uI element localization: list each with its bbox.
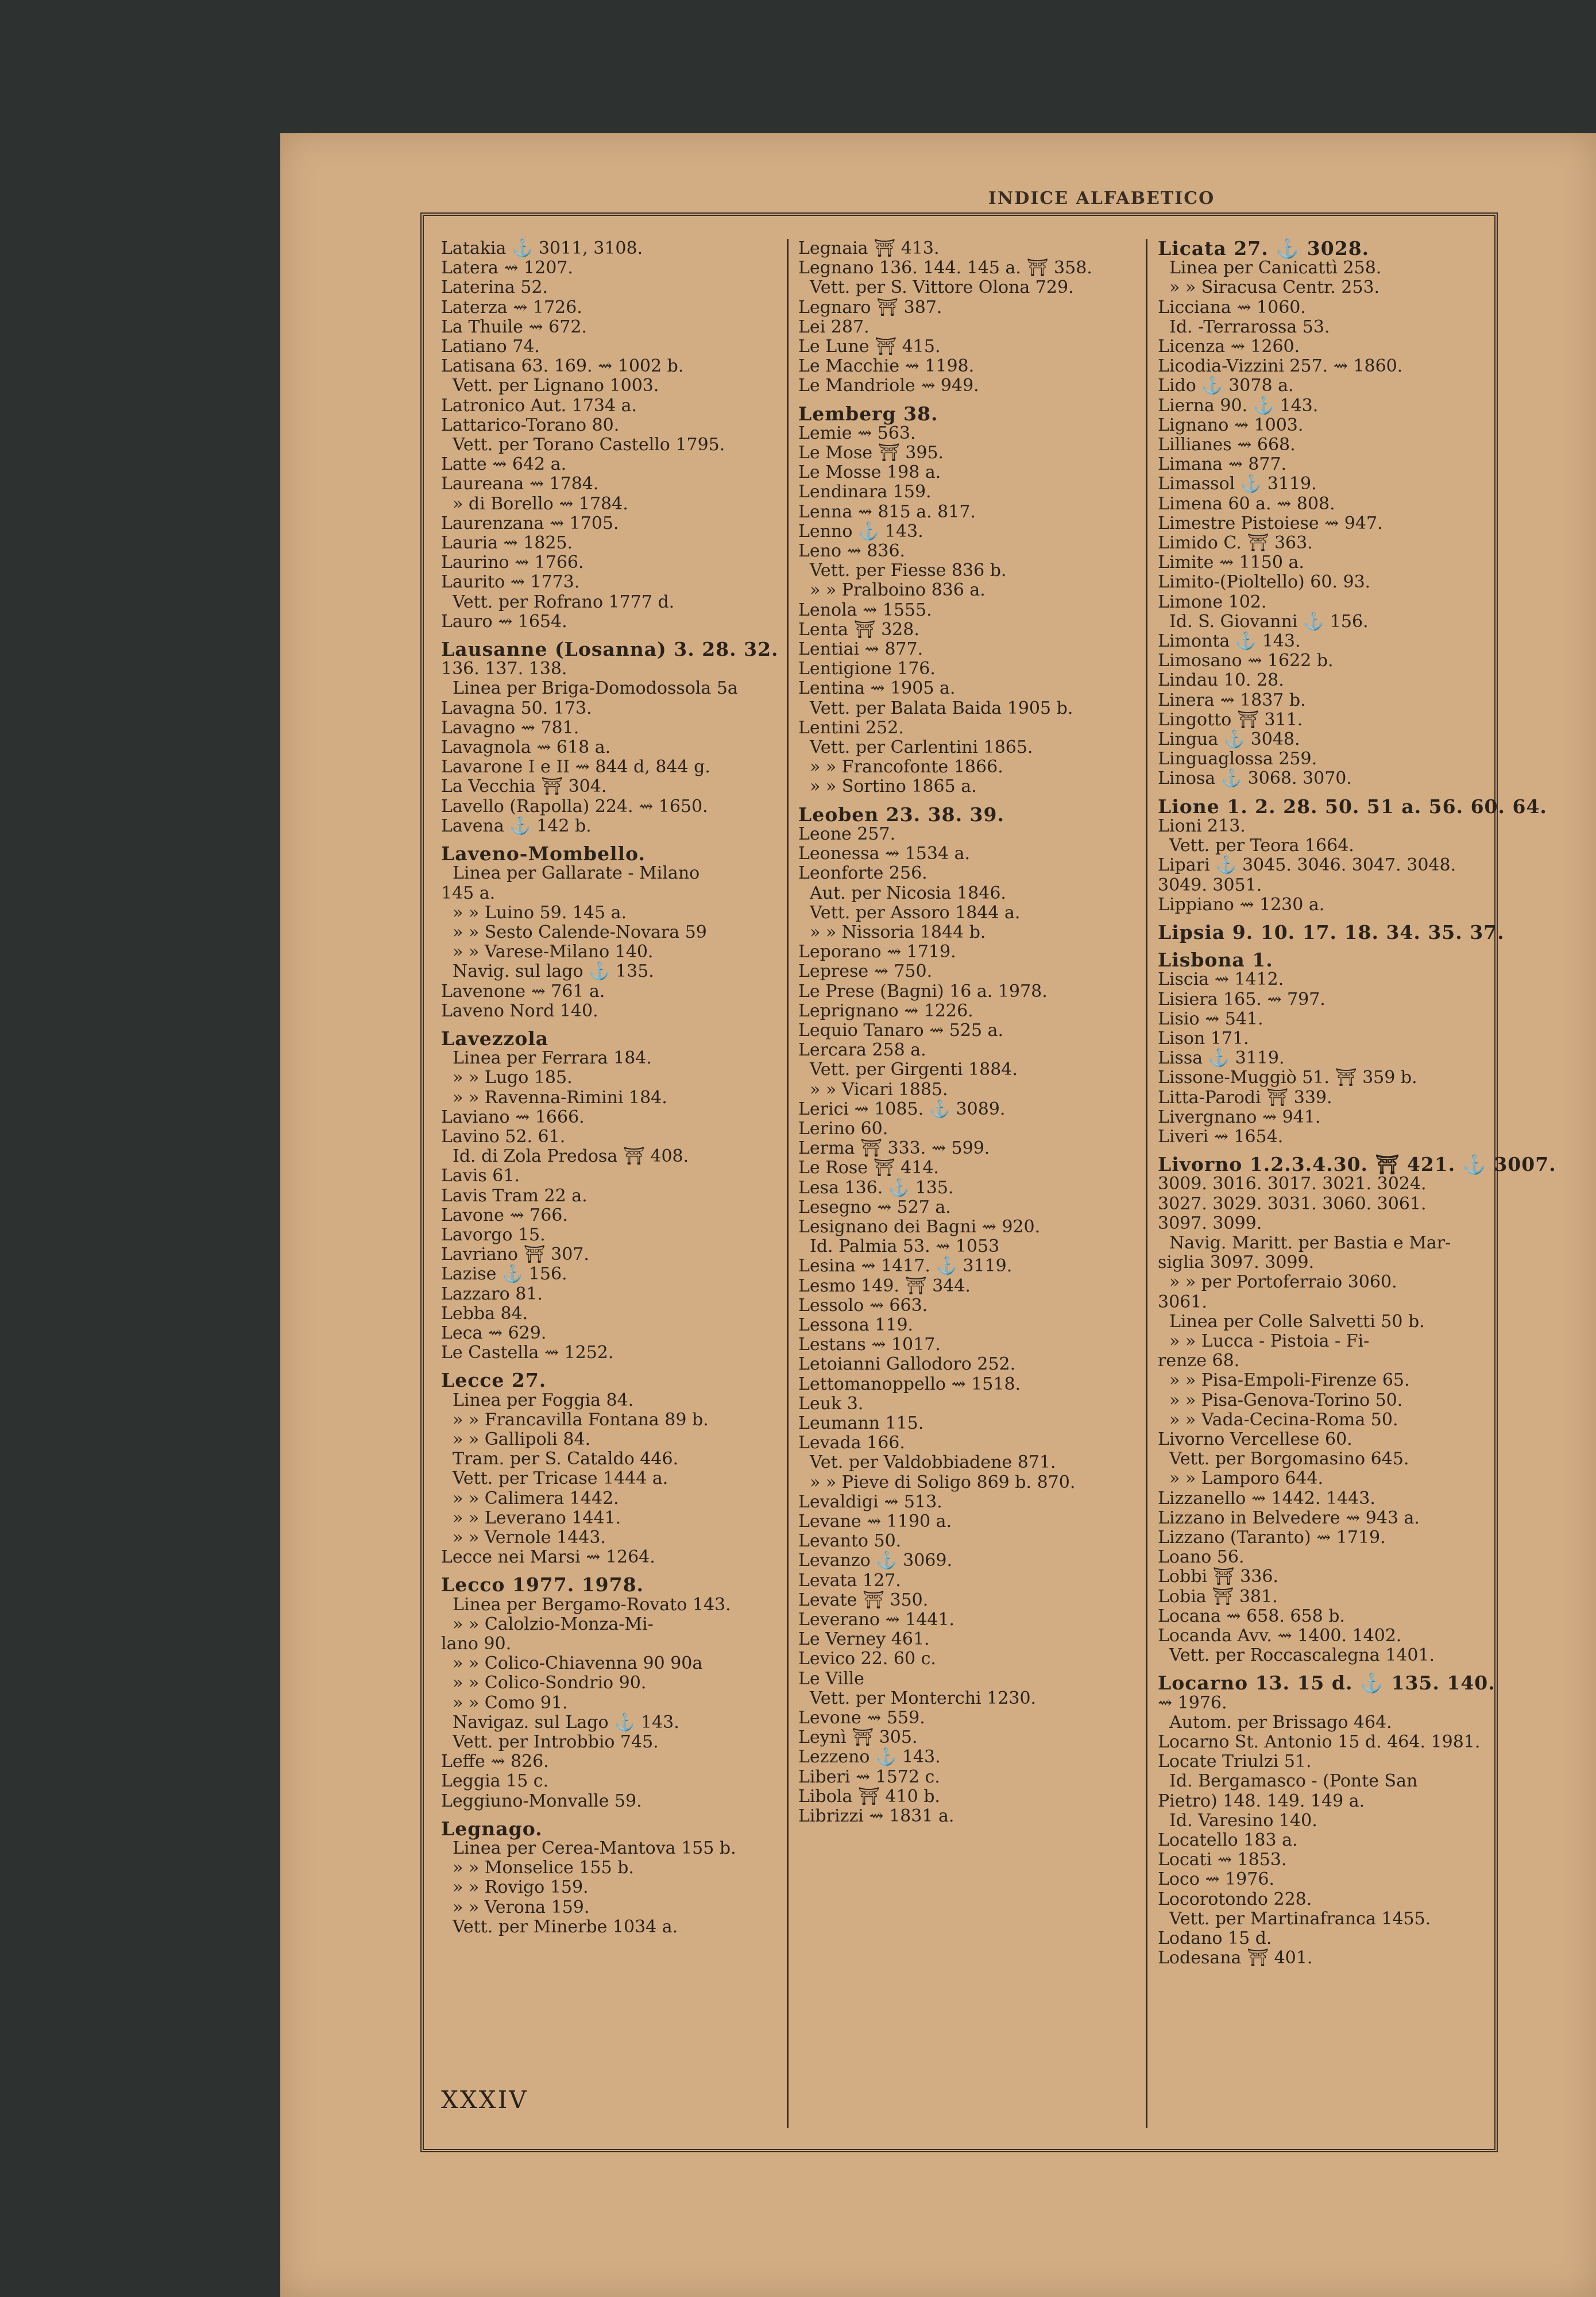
index-entry: Limido C. ⛩ 363. bbox=[1158, 533, 1313, 554]
index-entry: Locarno 13. 15 d. ⚓ 135. 140. bbox=[1158, 1672, 1495, 1695]
index-entry: Latisana 63. 169. ⇝ 1002 b. bbox=[441, 356, 684, 377]
index-entry: » » Vada-Cecina-Roma 50. bbox=[1169, 1409, 1398, 1430]
index-entry: Autom. per Brissago 464. bbox=[1169, 1712, 1392, 1733]
index-entry: Limestre Pistoiese ⇝ 947. bbox=[1158, 513, 1383, 533]
index-column-1 bbox=[441, 239, 780, 2134]
index-entry: » » Francofonte 1866. bbox=[810, 757, 1003, 778]
index-entry: » » Lugo 185. bbox=[453, 1068, 573, 1088]
index-column-3 bbox=[1158, 237, 1556, 2134]
index-entry: Lercara 258 a. bbox=[798, 1040, 926, 1061]
index-entry: 136. 137. 138. bbox=[441, 659, 567, 679]
index-entry: Lavorgo 15. bbox=[441, 1224, 546, 1245]
index-entry: Le Macchie ⇝ 1198. bbox=[798, 356, 975, 377]
index-entry: 3097. 3099. bbox=[1158, 1213, 1262, 1233]
index-entry: Lezzeno ⚓ 143. bbox=[798, 1747, 941, 1768]
index-entry: 145 a. bbox=[441, 883, 496, 903]
index-entry: Limito-(Pioltello) 60. 93. bbox=[1158, 572, 1371, 593]
index-entry: Lindau 10. 28. bbox=[1158, 670, 1284, 691]
index-entry: Lodesana ⛩ 401. bbox=[1158, 1948, 1313, 1969]
page-number: XXXIV bbox=[441, 2086, 528, 2114]
index-entry: » » Pisa-Genova-Torino 50. bbox=[1169, 1390, 1403, 1410]
index-entry: Vet. per Valdobbiadene 871. bbox=[810, 1452, 1056, 1473]
index-entry: Levate ⛩ 350. bbox=[798, 1590, 929, 1610]
index-entry: Le Ville bbox=[798, 1668, 864, 1689]
index-entry: Leoben 23. 38. 39. bbox=[798, 803, 1004, 826]
index-entry: Lissone-Muggiò 51. ⛩ 359 b. bbox=[1158, 1068, 1417, 1088]
index-entry: Levaldigi ⇝ 513. bbox=[798, 1491, 942, 1512]
index-entry: Linguaglossa 259. bbox=[1158, 749, 1317, 769]
index-entry: Vett. per Lignano 1003. bbox=[453, 376, 659, 396]
index-entry: » » Colico-Sondrio 90. bbox=[453, 1673, 647, 1693]
index-entry: Lentigione 176. bbox=[798, 659, 936, 679]
index-entry: Limone 102. bbox=[1158, 591, 1267, 612]
index-entry: Lemie ⇝ 563. bbox=[798, 423, 916, 443]
index-entry: Id. Palmia 53. ⇝ 1053 bbox=[810, 1236, 1000, 1257]
index-entry: Le Mose ⛩ 395. bbox=[798, 443, 944, 463]
index-entry: » » Calolzio-Monza-Mi- bbox=[453, 1614, 654, 1634]
index-entry: Loco ⇝ 1976. bbox=[1158, 1869, 1274, 1890]
index-entry: » » Verona 159. bbox=[453, 1897, 590, 1917]
index-entry: Tram. per S. Cataldo 446. bbox=[453, 1449, 679, 1470]
index-entry: Loano 56. bbox=[1158, 1547, 1245, 1568]
index-entry: Lebba 84. bbox=[441, 1303, 528, 1324]
index-entry: Liberi ⇝ 1572 c. bbox=[798, 1766, 940, 1787]
index-entry: » » Monselice 155 b. bbox=[453, 1858, 634, 1878]
index-entry: Vett. per Torano Castello 1795. bbox=[453, 435, 725, 455]
index-entry: Latronico Aut. 1734 a. bbox=[441, 395, 637, 416]
index-entry: Locanda Avv. ⇝ 1400. 1402. bbox=[1158, 1626, 1402, 1646]
index-entry: Lavino 52. 61. bbox=[441, 1126, 566, 1147]
index-entry: Lentina ⇝ 1905 a. bbox=[798, 678, 956, 699]
index-entry: Lioni 213. bbox=[1158, 815, 1246, 836]
index-entry: » » Vernole 1443. bbox=[453, 1528, 606, 1548]
index-entry: Laveno-Mombello. bbox=[441, 842, 646, 865]
index-entry: Lignano ⇝ 1003. bbox=[1158, 415, 1304, 435]
index-entry: Legnago. bbox=[441, 1817, 543, 1840]
index-entry: Id. S. Giovanni ⚓ 156. bbox=[1169, 611, 1369, 632]
index-entry: Lessolo ⇝ 663. bbox=[798, 1295, 928, 1316]
index-entry: Latera ⇝ 1207. bbox=[441, 258, 573, 279]
index-entry: Linea per Gallarate - Milano bbox=[453, 863, 700, 884]
index-entry: Legnano 136. 144. 145 a. ⛩ 358. bbox=[798, 258, 1092, 279]
index-entry: » » Leverano 1441. bbox=[453, 1507, 621, 1528]
index-entry: Lecce 27. bbox=[441, 1369, 547, 1392]
index-entry: Licenza ⇝ 1260. bbox=[1158, 337, 1300, 357]
index-entry: Locorotondo 228. bbox=[1158, 1889, 1312, 1909]
index-entry: Lecce nei Marsi ⇝ 1264. bbox=[441, 1547, 655, 1568]
index-entry: 3061. bbox=[1158, 1291, 1207, 1312]
column-divider bbox=[787, 239, 789, 2128]
index-entry: Lentiai ⇝ 877. bbox=[798, 639, 923, 660]
index-entry: Le Mosse 198 a. bbox=[798, 462, 941, 483]
index-entry: » » Como 91. bbox=[453, 1692, 568, 1713]
index-entry: Lenna ⇝ 815 a. 817. bbox=[798, 501, 976, 522]
index-entry: Id. Bergamasco - (Ponte San bbox=[1169, 1771, 1418, 1792]
index-entry: Levone ⇝ 559. bbox=[798, 1708, 925, 1728]
index-entry: Linea per Ferrara 184. bbox=[453, 1048, 652, 1069]
index-entry: Livorno 1.2.3.4.30. ⛩ 421. ⚓ 3007. bbox=[1158, 1153, 1556, 1176]
index-entry: Linea per Canicattì 258. bbox=[1169, 258, 1382, 279]
index-entry: Leumann 115. bbox=[798, 1413, 924, 1433]
index-entry: Lavenone ⇝ 761 a. bbox=[441, 981, 605, 1001]
index-entry: Le Mandriole ⇝ 949. bbox=[798, 376, 979, 396]
index-entry: » » Siracusa Centr. 253. bbox=[1169, 277, 1380, 298]
index-entry: » di Borello ⇝ 1784. bbox=[453, 493, 628, 514]
index-entry: Id. Varesino 140. bbox=[1169, 1810, 1317, 1831]
index-entry: lano 90. bbox=[441, 1634, 512, 1654]
index-entry: Lerici ⇝ 1085. ⚓ 3089. bbox=[798, 1099, 1006, 1119]
index-entry: Le Rose ⛩ 414. bbox=[798, 1158, 939, 1178]
index-entry: Lavarone I e II ⇝ 844 d, 844 g. bbox=[441, 757, 710, 778]
index-entry: Lisbona 1. bbox=[1158, 949, 1273, 972]
index-entry: Limassol ⚓ 3119. bbox=[1158, 474, 1317, 494]
index-entry: Lavriano ⛩ 307. bbox=[441, 1244, 589, 1265]
index-entry: Lizzanello ⇝ 1442. 1443. bbox=[1158, 1488, 1375, 1509]
index-entry: Lemberg 38. bbox=[798, 402, 938, 425]
index-entry: Linea per Foggia 84. bbox=[453, 1390, 634, 1410]
index-entry: Vett. per Borgomasino 645. bbox=[1169, 1449, 1409, 1470]
index-entry: Navigaz. sul Lago ⚓ 143. bbox=[453, 1712, 679, 1733]
index-entry: Pietro) 148. 149. 149 a. bbox=[1158, 1791, 1365, 1811]
index-entry: Leggiuno-Monvalle 59. bbox=[441, 1791, 642, 1811]
index-entry: Leone 257. bbox=[798, 823, 896, 844]
index-entry: Levada 166. bbox=[798, 1433, 905, 1453]
index-entry: Lodano 15 d. bbox=[1158, 1928, 1272, 1949]
page-header: INDICE ALFABETICO bbox=[988, 188, 1215, 208]
index-entry: Lesignano dei Bagni ⇝ 920. bbox=[798, 1216, 1041, 1237]
index-entry: Lerma ⛩ 333. ⇝ 599. bbox=[798, 1138, 990, 1159]
index-entry: Levanzo ⚓ 3069. bbox=[798, 1550, 953, 1571]
index-entry: Lesa 136. ⚓ 135. bbox=[798, 1177, 954, 1198]
index-entry: Levico 22. 60 c. bbox=[798, 1649, 936, 1669]
index-entry: Lenta ⛩ 328. bbox=[798, 619, 919, 640]
index-entry: renze 68. bbox=[1158, 1351, 1240, 1371]
index-entry: Leonessa ⇝ 1534 a. bbox=[798, 844, 971, 864]
index-entry: Litta-Parodi ⛩ 339. bbox=[1158, 1087, 1332, 1108]
index-entry: Lenola ⇝ 1555. bbox=[798, 600, 932, 620]
column-divider bbox=[1146, 239, 1147, 2128]
index-entry: Lavone ⇝ 766. bbox=[441, 1205, 568, 1225]
index-entry: Letoianni Gallodoro 252. bbox=[798, 1354, 1016, 1375]
index-entry: Locarno St. Antonio 15 d. 464. 1981. bbox=[1158, 1732, 1481, 1753]
index-entry: Lesmo 149. ⛩ 344. bbox=[798, 1275, 971, 1296]
index-entry: Vett. per Introbbio 745. bbox=[453, 1732, 659, 1753]
index-entry: Liscia ⇝ 1412. bbox=[1158, 969, 1284, 990]
index-entry: Lesegno ⇝ 527 a. bbox=[798, 1197, 951, 1217]
index-entry: Leverano ⇝ 1441. bbox=[798, 1610, 955, 1630]
index-entry: Limonta ⚓ 143. bbox=[1158, 631, 1301, 652]
index-entry: Lattarico-Torano 80. bbox=[441, 415, 620, 435]
index-entry: Vett. per S. Vittore Olona 729. bbox=[810, 277, 1074, 298]
index-entry: Le Castella ⇝ 1252. bbox=[441, 1343, 614, 1363]
index-entry: » » Varese-Milano 140. bbox=[453, 942, 654, 962]
index-entry: Limosano ⇝ 1622 b. bbox=[1158, 651, 1334, 671]
index-entry: 3027. 3029. 3031. 3060. 3061. bbox=[1158, 1193, 1427, 1214]
index-entry: Vett. per Roccascalegna 1401. bbox=[1169, 1645, 1435, 1666]
index-entry: Leno ⇝ 836. bbox=[798, 541, 906, 562]
index-entry: 3049. 3051. bbox=[1158, 875, 1262, 895]
index-entry: La Vecchia ⛩ 304. bbox=[441, 776, 607, 797]
index-entry: Lisio ⇝ 541. bbox=[1158, 1008, 1263, 1029]
index-entry: Linea per Colle Salvetti 50 b. bbox=[1169, 1311, 1425, 1332]
index-entry: Lazzaro 81. bbox=[441, 1283, 543, 1304]
index-entry: Librizzi ⇝ 1831 a. bbox=[798, 1806, 954, 1827]
index-entry: Lettomanoppello ⇝ 1518. bbox=[798, 1374, 1021, 1394]
index-entry: Linea per Cerea-Mantova 155 b. bbox=[453, 1838, 736, 1859]
index-entry: Vett. per Minerbe 1034 a. bbox=[453, 1916, 678, 1937]
index-entry: Leca ⇝ 629. bbox=[441, 1322, 547, 1343]
index-entry: Lei 287. bbox=[798, 316, 870, 337]
index-entry: Limana ⇝ 877. bbox=[1158, 454, 1287, 475]
index-entry: Lauria ⇝ 1825. bbox=[441, 533, 573, 554]
index-entry: » » Pralboino 836 a. bbox=[810, 580, 986, 601]
index-entry: Latakia ⚓ 3011, 3108. bbox=[441, 238, 643, 258]
index-entry: Leynì ⛩ 305. bbox=[798, 1727, 918, 1748]
index-entry: Lavello (Rapolla) 224. ⇝ 1650. bbox=[441, 796, 708, 817]
index-entry: 3009. 3016. 3017. 3021. 3024. bbox=[1158, 1174, 1427, 1194]
index-entry: Lisiera 165. ⇝ 797. bbox=[1158, 989, 1326, 1010]
index-entry: » » Sesto Calende-Novara 59 bbox=[453, 922, 707, 942]
index-entry: Lavena ⚓ 142 b. bbox=[441, 815, 592, 836]
index-entry: Vett. per Monterchi 1230. bbox=[810, 1688, 1037, 1708]
index-entry: Vett. per Carlentini 1865. bbox=[810, 737, 1033, 758]
index-entry: » » Calimera 1442. bbox=[453, 1488, 619, 1509]
index-entry: Vett. per Girgenti 1884. bbox=[810, 1059, 1018, 1080]
index-entry: » » Francavilla Fontana 89 b. bbox=[453, 1409, 709, 1430]
index-entry: Leuk 3. bbox=[798, 1393, 864, 1414]
index-entry: Vett. per Rofrano 1777 d. bbox=[453, 591, 675, 612]
index-entry: Lingua ⚓ 3048. bbox=[1158, 729, 1300, 750]
index-entry: » » Lamporo 644. bbox=[1169, 1468, 1324, 1489]
index-entry: Laveno Nord 140. bbox=[441, 1000, 598, 1021]
index-entry: Vett. per Balata Baida 1905 b. bbox=[810, 698, 1073, 718]
index-entry: Laterza ⇝ 1726. bbox=[441, 297, 582, 318]
index-entry: Licata 27. ⚓ 3028. bbox=[1158, 237, 1370, 260]
index-entry: » » Pisa-Empoli-Firenze 65. bbox=[1169, 1370, 1410, 1391]
index-entry: Leporano ⇝ 1719. bbox=[798, 942, 956, 962]
index-entry: Lizzano (Taranto) ⇝ 1719. bbox=[1158, 1528, 1386, 1548]
index-entry: Lingotto ⛩ 311. bbox=[1158, 709, 1303, 730]
index-entry: Lazise ⚓ 156. bbox=[441, 1264, 567, 1285]
index-entry: Linea per Briga-Domodossola 5a bbox=[453, 678, 738, 699]
index-entry: Livergnano ⇝ 941. bbox=[1158, 1107, 1321, 1127]
index-entry: Linosa ⚓ 3068. 3070. bbox=[1158, 768, 1352, 789]
index-entry: Vett. per Assoro 1844 a. bbox=[810, 902, 1021, 923]
index-entry: Vett. per Fiesse 836 b. bbox=[810, 560, 1007, 581]
index-entry: » » Sortino 1865 a. bbox=[810, 776, 977, 797]
index-entry: Levata 127. bbox=[798, 1570, 901, 1591]
index-entry: Legnaia ⛩ 413. bbox=[798, 238, 940, 258]
index-entry: Lobbi ⛩ 336. bbox=[1158, 1567, 1278, 1587]
index-entry: Laterina 52. bbox=[441, 277, 548, 298]
index-entry: Navig. Maritt. per Bastia e Mar- bbox=[1169, 1232, 1451, 1253]
index-entry: ⇝ 1976. bbox=[1158, 1692, 1227, 1713]
book-page bbox=[280, 133, 1596, 2297]
index-entry: Lillianes ⇝ 668. bbox=[1158, 435, 1296, 455]
index-entry: Levane ⇝ 1190 a. bbox=[798, 1511, 952, 1532]
index-entry: Latte ⇝ 642 a. bbox=[441, 454, 567, 475]
index-entry: Licodia-Vizzini 257. ⇝ 1860. bbox=[1158, 356, 1403, 377]
index-entry: Lison 171. bbox=[1158, 1028, 1249, 1049]
index-entry: Lauro ⇝ 1654. bbox=[441, 611, 567, 632]
index-entry: Lierna 90. ⚓ 143. bbox=[1158, 395, 1319, 416]
index-entry: Lipsia 9. 10. 17. 18. 34. 35. 37. bbox=[1158, 921, 1505, 943]
index-entry: Liveri ⇝ 1654. bbox=[1158, 1126, 1284, 1147]
index-frame bbox=[420, 212, 1556, 2152]
index-entry: » » Luino 59. 145 a. bbox=[453, 902, 627, 923]
index-entry: » » Vicari 1885. bbox=[810, 1079, 948, 1100]
index-entry: Lenno ⚓ 143. bbox=[798, 521, 923, 542]
index-entry: Locana ⇝ 658. 658 b. bbox=[1158, 1606, 1345, 1626]
index-entry: Leprese ⇝ 750. bbox=[798, 961, 933, 982]
index-entry: Latiano 74. bbox=[441, 337, 540, 357]
index-entry: Laurito ⇝ 1773. bbox=[441, 572, 580, 593]
index-entry: Lausanne (Losanna) 3. 28. 32. bbox=[441, 638, 779, 661]
index-entry: » » Ravenna-Rimini 184. bbox=[453, 1087, 667, 1108]
index-entry: Libola ⛩ 410 b. bbox=[798, 1786, 940, 1807]
index-entry: » » Pieve di Soligo 869 b. 870. bbox=[810, 1472, 1076, 1492]
index-entry: Lipari ⚓ 3045. 3046. 3047. 3048. bbox=[1158, 855, 1456, 876]
index-entry: Lavis Tram 22 a. bbox=[441, 1185, 588, 1206]
index-entry: Id. -Terrarossa 53. bbox=[1169, 316, 1330, 337]
index-entry: Laurino ⇝ 1766. bbox=[441, 552, 584, 573]
index-entry: Linea per Bergamo-Rovato 143. bbox=[453, 1594, 731, 1615]
index-entry: Linera ⇝ 1837 b. bbox=[1158, 690, 1306, 710]
index-entry: Locate Triulzi 51. bbox=[1158, 1751, 1312, 1772]
index-entry: » » Nissoria 1844 b. bbox=[810, 922, 986, 942]
index-entry: Limena 60 a. ⇝ 808. bbox=[1158, 493, 1335, 514]
index-entry: Le Verney 461. bbox=[798, 1629, 930, 1650]
index-entry: » » Colico-Chiavenna 90 90a bbox=[453, 1653, 703, 1674]
index-entry: Navig. sul lago ⚓ 135. bbox=[453, 961, 654, 982]
index-entry: Lerino 60. bbox=[798, 1118, 888, 1139]
index-entry: Leonforte 256. bbox=[798, 863, 928, 884]
index-entry: Legnaro ⛩ 387. bbox=[798, 297, 942, 318]
index-entry: Lequio Tanaro ⇝ 525 a. bbox=[798, 1020, 1003, 1041]
index-entry: Lentini 252. bbox=[798, 717, 904, 738]
index-entry: Le Lune ⛩ 415. bbox=[798, 337, 941, 357]
index-entry: Lido ⚓ 3078 a. bbox=[1158, 376, 1294, 396]
index-entry: Laviano ⇝ 1666. bbox=[441, 1107, 585, 1127]
index-entry: » » Lucca - Pistoia - Fi- bbox=[1169, 1331, 1370, 1351]
index-entry: Lione 1. 2. 28. 50. 51 a. 56. 60. 64. bbox=[1158, 795, 1547, 818]
index-entry: Lavagnola ⇝ 618 a. bbox=[441, 737, 611, 758]
index-entry: Lavezzola bbox=[441, 1027, 549, 1050]
index-entry: Locatello 183 a. bbox=[1158, 1830, 1298, 1851]
index-entry: Vett. per Tricase 1444 a. bbox=[453, 1468, 668, 1489]
index-entry: Aut. per Nicosia 1846. bbox=[810, 883, 1006, 903]
index-entry: Lavis 61. bbox=[441, 1166, 520, 1186]
index-entry: Locati ⇝ 1853. bbox=[1158, 1850, 1287, 1870]
index-entry: » » Gallipoli 84. bbox=[453, 1429, 591, 1449]
index-entry: La Thuile ⇝ 672. bbox=[441, 316, 587, 337]
index-entry: Id. di Zola Predosa ⛩ 408. bbox=[453, 1146, 689, 1167]
index-entry: Lesina ⇝ 1417. ⚓ 3119. bbox=[798, 1256, 1013, 1277]
index-entry: Lestans ⇝ 1017. bbox=[798, 1335, 941, 1355]
index-entry: Lobia ⛩ 381. bbox=[1158, 1586, 1278, 1607]
index-entry: Le Prese (Bagni) 16 a. 1978. bbox=[798, 981, 1048, 1001]
index-entry: Lizzano in Belvedere ⇝ 943 a. bbox=[1158, 1507, 1420, 1528]
index-entry: Lendinara 159. bbox=[798, 482, 932, 502]
index-entry: Vett. per Martinafranca 1455. bbox=[1169, 1908, 1431, 1929]
index-entry: Leprignano ⇝ 1226. bbox=[798, 1000, 973, 1021]
index-entry: Limite ⇝ 1150 a. bbox=[1158, 552, 1304, 573]
index-column-2 bbox=[798, 239, 1137, 2134]
index-entry: » » Rovigo 159. bbox=[453, 1877, 589, 1898]
index-entry: Leffe ⇝ 826. bbox=[441, 1751, 549, 1772]
index-entry: Lavagna 50. 173. bbox=[441, 698, 592, 718]
index-entry: Lecco 1977. 1978. bbox=[441, 1573, 644, 1596]
index-entry: Licciana ⇝ 1060. bbox=[1158, 297, 1306, 318]
index-entry: Livorno Vercellese 60. bbox=[1158, 1429, 1352, 1449]
index-entry: Vett. per Teora 1664. bbox=[1169, 836, 1354, 856]
index-entry: Laureana ⇝ 1784. bbox=[441, 474, 599, 494]
index-entry: Lessona 119. bbox=[798, 1314, 914, 1335]
index-entry: Lavagno ⇝ 781. bbox=[441, 717, 579, 738]
index-entry: » » per Portoferraio 3060. bbox=[1169, 1272, 1397, 1293]
index-entry: siglia 3097. 3099. bbox=[1158, 1252, 1315, 1273]
index-entry: Leggia 15 c. bbox=[441, 1771, 549, 1792]
index-entry: Lissa ⚓ 3119. bbox=[1158, 1048, 1285, 1069]
index-entry: Laurenzana ⇝ 1705. bbox=[441, 513, 619, 533]
index-entry: Levanto 50. bbox=[798, 1531, 902, 1552]
index-entry: Lippiano ⇝ 1230 a. bbox=[1158, 894, 1325, 915]
